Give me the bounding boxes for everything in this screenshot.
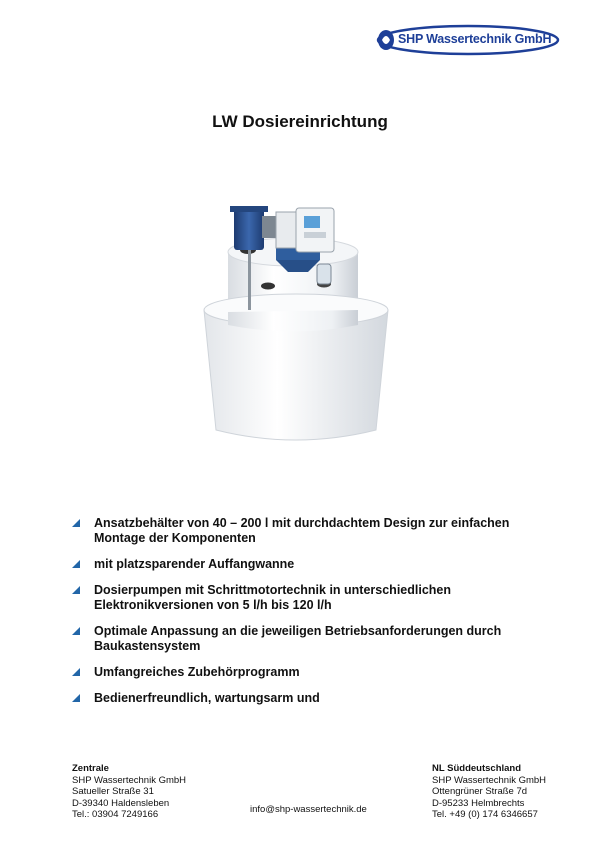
footer-email[interactable]: info@shp-wassertechnik.de	[250, 804, 367, 815]
list-item	[72, 583, 532, 613]
bullet-text: Umfangreiches Zubehörprogramm	[94, 665, 300, 679]
company-logo	[376, 24, 560, 56]
dosing-unit-illustration	[196, 200, 396, 460]
footer-heading: NL Süddeutschland	[432, 763, 522, 774]
footer-line: Tel. +49 (0) 174 6346657	[432, 809, 538, 820]
product-image	[196, 200, 396, 460]
bullet-triangle-icon	[72, 694, 80, 702]
footer-line: D-39340 Haldensleben	[72, 797, 170, 809]
logo-text: SHP Wassertechnik GmbH	[398, 32, 552, 46]
bullet-text: mit platzsparender Auffangwanne	[94, 557, 295, 571]
feature-list	[72, 516, 532, 717]
footer-branch	[432, 763, 546, 821]
list-item	[72, 516, 532, 546]
bullet-text: Ansatzbehälter von 40 – 200 l mit durchdachtem Design zur einfachen Montage der Komponenten	[94, 516, 510, 545]
bullet-text: Optimale Anpassung an die jeweiligen Betriebsanforderungen durch Baukastensystem	[94, 624, 502, 653]
bullet-triangle-icon	[72, 668, 80, 676]
footer-line: SHP Wassertechnik GmbH	[432, 774, 547, 786]
bullet-triangle-icon	[72, 586, 80, 594]
bullet-triangle-icon	[72, 560, 80, 568]
list-item	[72, 624, 532, 654]
footer-line: SHP Wassertechnik GmbH	[72, 774, 187, 786]
bullet-triangle-icon	[72, 627, 80, 635]
footer-line: D-95233 Helmbrechts	[432, 797, 525, 809]
list-item	[72, 665, 532, 680]
list-item	[72, 557, 532, 572]
footer-line: Tel.: 03904 7249166	[72, 809, 159, 820]
footer-line: Ottengrüner Straße 7d	[432, 786, 528, 797]
bullet-triangle-icon	[72, 519, 80, 527]
bullet-text: Dosierpumpen mit Schrittmotortechnik in unterschiedlichen Elektronikversionen von 5 l/h bis 120 l/h	[94, 583, 451, 612]
footer-headquarters	[72, 763, 186, 821]
bullet-text: Bedienerfreundlich, wartungsarm und	[94, 691, 320, 705]
footer-heading: Zentrale	[72, 763, 109, 774]
list-item	[72, 691, 532, 706]
footer-line: Satueller Straße 31	[72, 786, 154, 797]
page-title: LW Dosiereinrichtung	[212, 112, 388, 131]
